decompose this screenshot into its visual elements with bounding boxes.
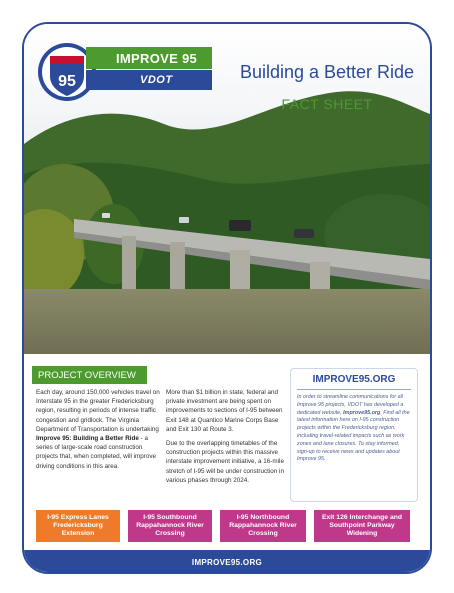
overview-paragraph-timeline: Due to the overlapping timetables of the construction projects within this massive interstate improvement initiative, a 16-mile stretch of I-95 will be under construction in various phases through 2024. — [166, 440, 284, 484]
project-southbound-crossing[interactable]: I-95 Southbound Rappahannock River Crossing — [128, 510, 212, 542]
overview-heading: PROJECT OVERVIEW — [32, 366, 147, 384]
sidebar-text-intro: In order to streamline communications for all Improve 95 projects, VDOT has developed a dedicated website, — [297, 394, 404, 416]
website-sidebar — [290, 368, 418, 502]
sidebar-divider — [297, 389, 411, 390]
agency-logo: VDOT — [86, 70, 212, 90]
page-title: Building a Better Ride — [239, 62, 415, 82]
project-exit-126[interactable]: Exit 126 Interchange and Southpoint Parkway Widening — [314, 510, 410, 542]
project-northbound-crossing[interactable]: I-95 Northbound Rappahannock River Crossing — [220, 510, 306, 542]
sidebar-website-link[interactable]: Improve95.org — [343, 409, 381, 416]
footer-website-link[interactable]: IMPROVE95.ORG — [24, 550, 430, 574]
overview-text-bold: Improve 95: Building a Better Ride — [36, 435, 139, 443]
page-subtitle: FACT SHEET — [281, 96, 373, 112]
project-express-lanes[interactable]: I-95 Express Lanes Fredericksburg Extension — [36, 510, 120, 542]
overview-text-intro: Each day, around 150,000 vehicles travel on Interstate 95 in the greater Fredericksburg region, resulting in periods of intense traffic congestion and gridlock. The Virginia Department of Transportation is undertaking — [36, 389, 160, 433]
sidebar-text-end: . Find all the latest information here on I-95 construction projects within the Fredericksburg region, including travel-related impacts such as work zones and lane closures. To stay informed, sign-up to receive news and updates about Improve 95. — [297, 409, 410, 463]
sidebar-heading[interactable]: IMPROVE95.ORG — [312, 374, 396, 385]
overview-text-end: - a series of large-scale road construction projects that, when completed, will improve driving conditions in this area. — [36, 435, 157, 470]
overview-column-2 — [166, 388, 284, 490]
photo-river — [24, 289, 430, 354]
overview-paragraph-investment: More than $1 billion in state, federal and private investment are being spent on improvements to sections of I-95 between Exit 148 at Quantico Marine Corps Base and Exit 130 at Route 3. — [166, 389, 283, 433]
program-name-band: IMPROVE 95 — [86, 47, 212, 69]
svg-text:95: 95 — [58, 73, 76, 90]
overview-column-1 — [36, 388, 164, 471]
photo-hills — [24, 84, 430, 294]
sidebar-body — [291, 394, 417, 464]
fact-sheet-frame — [22, 22, 432, 574]
